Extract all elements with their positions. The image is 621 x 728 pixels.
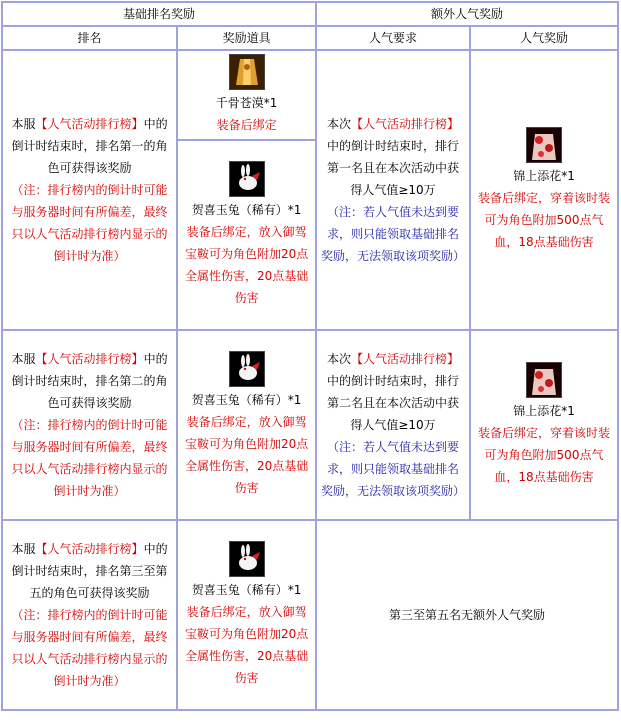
rank-cell <box>3 51 176 329</box>
item-name: 贺喜玉兔（稀有）*1 <box>191 203 302 217</box>
item-cell <box>178 331 315 519</box>
rank-text: 中的倒计时结束时，排名第三至第五的角色可获得该奖励 <box>11 542 168 600</box>
item-desc: 装备后绑定，放入御驾宝鞍可为角色附加20点全属性伤害，20点基础伤害 <box>184 605 309 685</box>
pop-item-name: 锦上添花*1 <box>513 404 575 418</box>
rank-prefix: 本服 <box>11 542 36 556</box>
jade-rabbit-icon <box>229 351 265 387</box>
item-name: 贺喜玉兔（稀有）*1 <box>191 393 302 407</box>
flower-robe-icon <box>526 127 562 163</box>
pop-req-header: 人气要求 <box>317 27 469 49</box>
pop-reward-cell <box>471 331 617 519</box>
board-name: 【人气活动排行榜】 <box>35 117 144 131</box>
jade-rabbit-icon <box>229 161 265 197</box>
board-name: 【人气活动排行榜】 <box>351 352 460 366</box>
req-note: （注：若人气值未达到要求，则只能领取基础排名奖励，无法领取该项奖励） <box>321 440 466 498</box>
rank-note: （注：排行榜内的倒计时可能与服务器时间有所偏差，最终只以人气活动排行榜内显示的倒计时为准） <box>11 418 168 498</box>
pop-req-cell <box>317 331 469 519</box>
rank-prefix: 本服 <box>11 117 36 131</box>
board-name: 【人气活动排行榜】 <box>35 352 144 366</box>
golden-robe-icon <box>229 54 265 90</box>
table-row <box>3 521 617 709</box>
header-row-sub <box>3 27 617 49</box>
pop-req-cell <box>317 51 469 329</box>
req-text: 中的倒计时结束时，排行第一名且在本次活动中获得人气值≥10万 <box>327 139 460 197</box>
pop-reward-cell <box>471 51 617 329</box>
pop-item-desc: 装备后绑定，穿着该时装可为角色附加500点气血，18点基础伤害 <box>478 191 611 249</box>
pop-item-name: 锦上添花*1 <box>513 169 575 183</box>
rank-note: （注：排行榜内的倒计时可能与服务器时间有所偏差，最终只以人气活动排行榜内显示的倒计时为准） <box>11 183 168 263</box>
rank-prefix: 本服 <box>11 352 36 366</box>
rank-header: 排名 <box>3 27 176 49</box>
rank-cell <box>3 521 176 709</box>
table-row <box>3 51 617 139</box>
rewards-table <box>1 1 619 711</box>
header-row-main <box>3 3 617 25</box>
item-desc: 装备后绑定，放入御驾宝鞍可为角色附加20点全属性伤害，20点基础伤害 <box>184 415 309 495</box>
no-extra-cell: 第三至第五名无额外人气奖励 <box>317 521 617 709</box>
table-row <box>3 331 617 519</box>
board-name: 【人气活动排行榜】 <box>35 542 144 556</box>
req-text: 中的倒计时结束时，排行第二名且在本次活动中获得人气值≥10万 <box>327 374 460 432</box>
reward-item-header: 奖励道具 <box>178 27 315 49</box>
req-note: （注：若人气值未达到要求，则只能领取基础排名奖励，无法领取该项奖励） <box>321 205 466 263</box>
rank-cell <box>3 331 176 519</box>
rank-note: （注：排行榜内的倒计时可能与服务器时间有所偏差，最终只以人气活动排行榜内显示的倒计时为准） <box>11 608 168 688</box>
flower-robe-icon <box>526 362 562 398</box>
jade-rabbit-icon <box>229 541 265 577</box>
item-cell <box>178 141 315 329</box>
board-name: 【人气活动排行榜】 <box>351 117 460 131</box>
item-name: 千骨苍漠*1 <box>215 96 278 110</box>
basic-rank-header: 基础排名奖励 <box>3 3 315 25</box>
item-name: 贺喜玉兔（稀有）*1 <box>191 583 302 597</box>
req-prefix: 本次 <box>327 352 352 366</box>
rank-text: 中的倒计时结束时，排名第二的角色可获得该奖励 <box>11 352 168 410</box>
rank-text: 中的倒计时结束时，排名第一的角色可获得该奖励 <box>11 117 168 175</box>
item-desc: 装备后绑定，放入御驾宝鞍可为角色附加20点全属性伤害，20点基础伤害 <box>184 225 309 305</box>
item-cell <box>178 521 315 709</box>
extra-pop-header: 额外人气奖励 <box>317 3 617 25</box>
pop-item-desc: 装备后绑定，穿着该时装可为角色附加500点气血，18点基础伤害 <box>478 426 611 484</box>
item-cell <box>178 51 315 139</box>
pop-reward-header: 人气奖励 <box>471 27 617 49</box>
req-prefix: 本次 <box>327 117 352 131</box>
item-desc: 装备后绑定 <box>216 118 277 132</box>
